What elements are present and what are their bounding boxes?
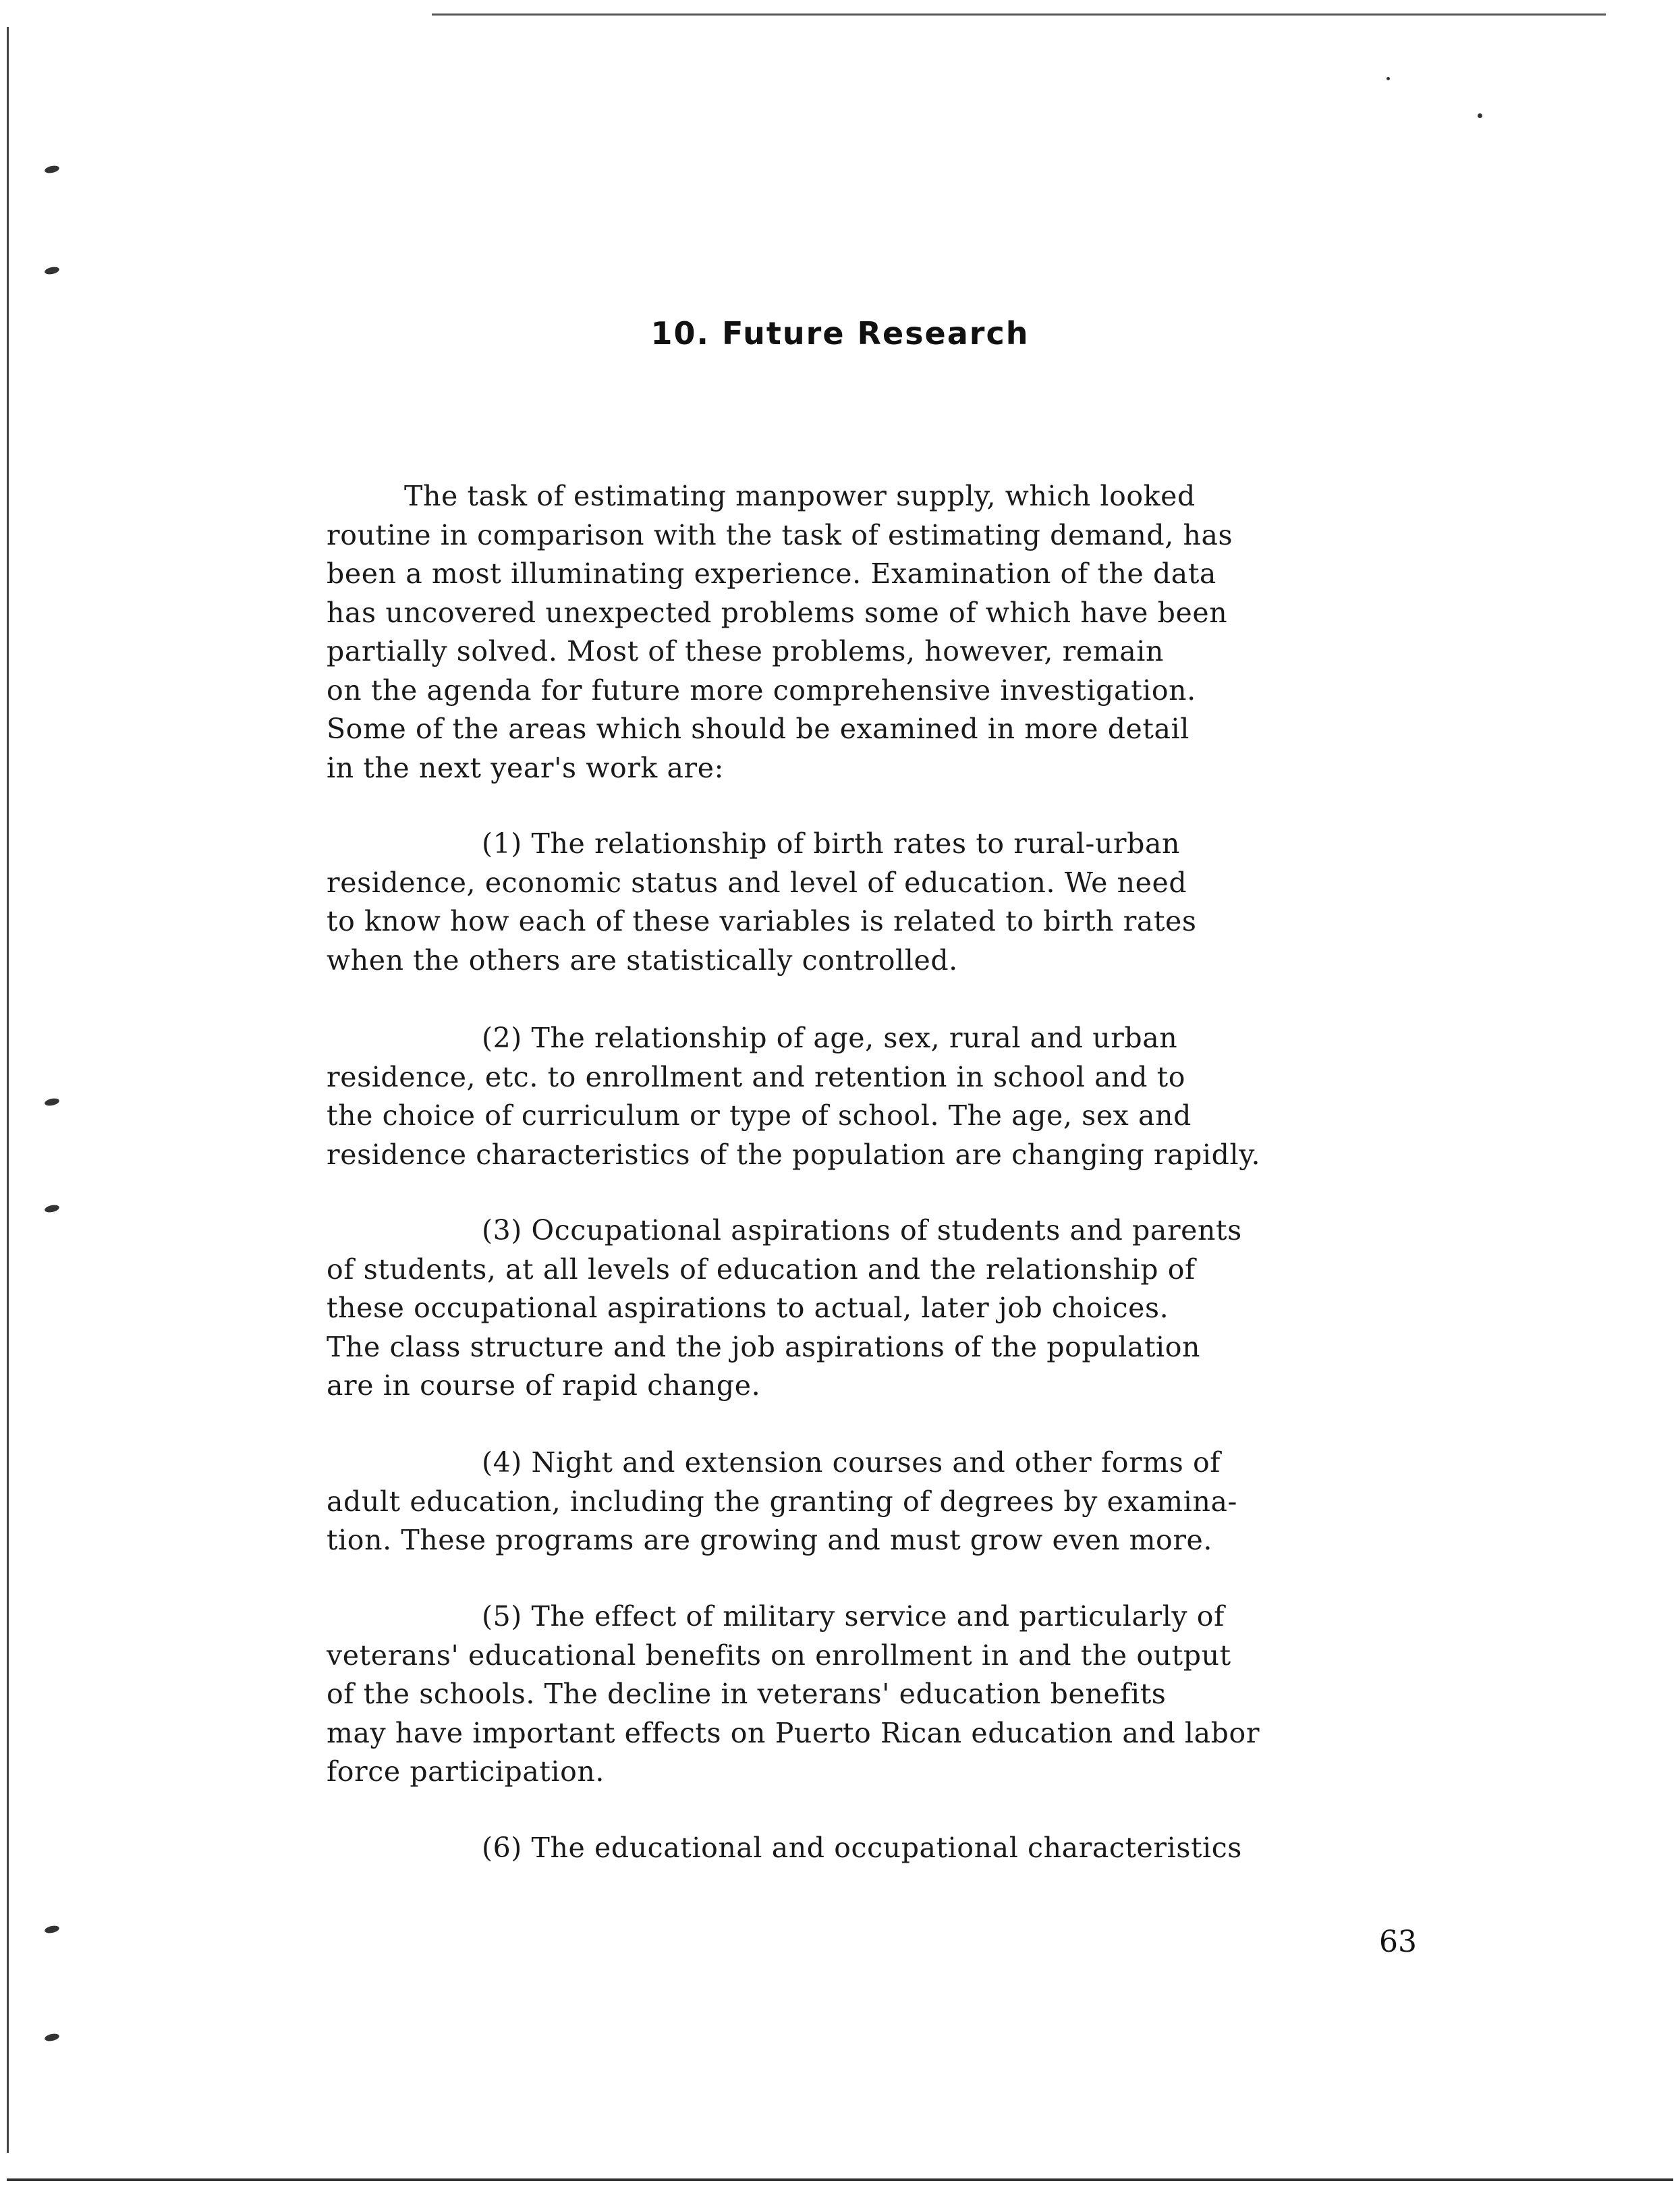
text-line: these occupational aspirations to actual, later job choices. — [327, 1292, 1169, 1324]
text-line: of the schools. The decline in veterans' education benefits — [327, 1678, 1167, 1710]
list-item — [327, 1829, 1433, 1868]
list-item — [327, 1444, 1433, 1560]
binder-hole-mark — [44, 1097, 60, 1107]
scan-speck — [1387, 77, 1390, 80]
text-line: on the agenda for future more comprehensive investigation. — [327, 674, 1196, 707]
text-line: are in course of rapid change. — [327, 1369, 761, 1402]
text-line: The class structure and the job aspirations of the population — [327, 1330, 1201, 1363]
text-line: (3) Occupational aspirations of students and parents — [482, 1214, 1242, 1246]
scan-edge-bottom — [7, 2178, 1673, 2181]
text-line: of students, at all levels of education and the relationship of — [327, 1253, 1196, 1286]
text-line: has uncovered unexpected problems some of which have been — [327, 596, 1228, 629]
text-line: (4) Night and extension courses and other forms of — [482, 1446, 1221, 1479]
scan-edge-top — [432, 13, 1606, 16]
text-line: residence, etc. to enrollment and retention in school and to — [327, 1060, 1186, 1093]
text-line: The task of estimating manpower supply, which looked — [404, 480, 1196, 512]
text-line: partially solved. Most of these problems, however, remain — [327, 635, 1164, 667]
scan-speck — [1478, 113, 1482, 118]
section-heading: 10. Future Research — [650, 314, 1030, 352]
text-line: the choice of curriculum or type of school. The age, sex and — [327, 1099, 1192, 1132]
page-number: 63 — [1379, 1925, 1417, 1959]
list-item — [327, 1597, 1433, 1792]
list-item — [327, 1211, 1433, 1406]
binder-hole-mark — [44, 2033, 60, 2042]
binder-hole-mark — [44, 266, 60, 275]
text-line: residence, economic status and level of education. We need — [327, 866, 1187, 899]
text-line: force participation. — [327, 1755, 605, 1788]
text-line: when the others are statistically controlled. — [327, 943, 958, 977]
text-line: in the next year's work are: — [327, 751, 725, 784]
text-line: routine in comparison with the task of estimating demand, has — [327, 518, 1233, 551]
binder-hole-mark — [44, 1925, 60, 1934]
text-line: may have important effects on Puerto Rican education and labor — [327, 1716, 1260, 1749]
text-line: (2) The relationship of age, sex, rural and urban — [482, 1022, 1178, 1054]
list-item — [327, 1019, 1433, 1174]
text-line: (1) The relationship of birth rates to rural-urban — [482, 827, 1181, 860]
text-line: been a most illuminating experience. Examination of the data — [327, 557, 1216, 590]
text-line: to know how each of these variables is related to birth rates — [327, 905, 1197, 937]
intro-paragraph — [327, 477, 1433, 788]
binder-hole-mark — [44, 1204, 60, 1213]
text-line: Some of the areas which should be examined in more detail — [327, 713, 1189, 745]
text-line: adult education, including the granting of degrees by examina- — [327, 1485, 1237, 1518]
text-line: residence characteristics of the population are changing rapidly. — [327, 1138, 1261, 1171]
list-item — [327, 825, 1433, 980]
text-line: (6) The educational and occupational characteristics — [482, 1832, 1242, 1864]
text-line: veterans' educational benefits on enrollment in and the output — [327, 1639, 1231, 1672]
binder-hole-mark — [44, 165, 60, 174]
text-line: (5) The effect of military service and particularly of — [482, 1600, 1225, 1632]
text-line: tion. These programs are growing and must grow even more. — [327, 1524, 1213, 1556]
